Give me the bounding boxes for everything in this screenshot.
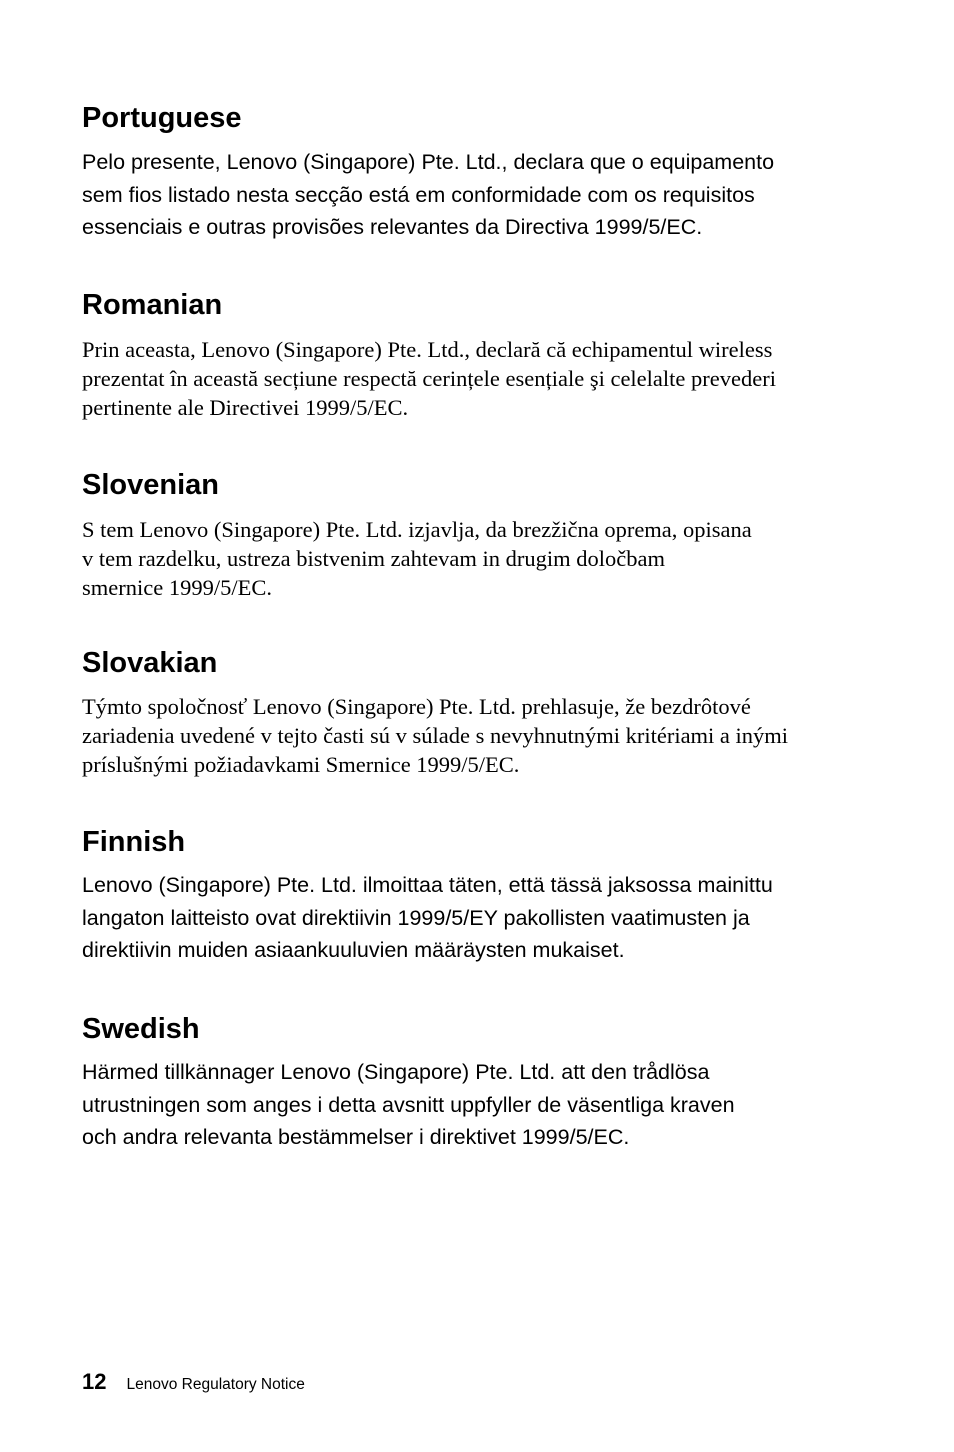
- body-line: direktiivin muiden asiaankuuluvien määräysten mukaiset.: [82, 938, 625, 962]
- footer-title: Lenovo Regulatory Notice: [126, 1376, 305, 1393]
- body-line: Härmed tillkännager Lenovo (Singapore) Pte. Ltd. att den trådlösa: [82, 1060, 710, 1084]
- body-line: v tem razdelku, ustreza bistvenim zahtevam in drugim določbam: [82, 546, 665, 571]
- section-heading: Slovenian: [82, 469, 219, 501]
- section-body: [82, 335, 872, 422]
- body-line: langaton laitteisto ovat direktiivin 1999/5/EY pakollisten vaatimusten ja: [82, 905, 750, 930]
- body-line: utrustningen som anges i detta avsnitt uppfyller de väsentliga kraven: [82, 1092, 735, 1117]
- body-line: Prin aceasta, Lenovo (Singapore) Pte. Ltd., declară că echipamentul wireless: [82, 337, 773, 362]
- body-line: Týmto spoločnosť Lenovo (Singapore) Pte. Ltd. prehlasuje, že bezdrôtové: [82, 694, 751, 719]
- section-body: [82, 1056, 872, 1154]
- body-line: sem fios listado nesta secção está em conformidade com os requisitos: [82, 182, 755, 207]
- section-heading: Swedish: [82, 1013, 200, 1045]
- section-heading: Portuguese: [82, 102, 242, 134]
- section-portuguese: [82, 101, 872, 244]
- body-line: prezentat în această secțiune respectă cerințele esențiale şi celelalte prevederi: [82, 366, 776, 391]
- body-line: zariadenia uvedené v tejto časti sú v súlade s nevyhnutnými kritériami a inými: [82, 723, 789, 748]
- section-body: [82, 869, 872, 967]
- body-line: Lenovo (Singapore) Pte. Ltd. ilmoittaa täten, että tässä jaksossa mainittu: [82, 873, 773, 897]
- section-romanian: [82, 288, 872, 422]
- section-body: [82, 692, 872, 779]
- section-heading: Finnish: [82, 826, 186, 858]
- section-heading: Slovakian: [82, 647, 218, 679]
- page-footer: [82, 1368, 305, 1396]
- section-swedish: [82, 1012, 872, 1154]
- body-line: Pelo presente, Lenovo (Singapore) Pte. Ltd., declara que o equipamento: [82, 150, 775, 174]
- body-line: pertinente ale Directivei 1999/5/EC.: [82, 395, 409, 420]
- page-number: 12: [82, 1369, 107, 1394]
- body-line: smernice 1999/5/EC.: [82, 575, 272, 600]
- body-line: essenciais e outras provisões relevantes da Directiva 1999/5/EC.: [82, 215, 703, 239]
- body-line: och andra relevanta bestämmelser i direktivet 1999/5/EC.: [82, 1125, 630, 1149]
- section-slovakian: [82, 646, 872, 779]
- body-line: S tem Lenovo (Singapore) Pte. Ltd. izjavlja, da brezžična oprema, opisana: [82, 517, 752, 542]
- section-heading: Romanian: [82, 289, 223, 321]
- section-body: [82, 146, 872, 244]
- section-finnish: [82, 825, 872, 967]
- section-slovenian: [82, 468, 872, 602]
- section-body: [82, 515, 872, 602]
- body-line: príslušnými požiadavkami Smernice 1999/5/EC.: [82, 752, 520, 777]
